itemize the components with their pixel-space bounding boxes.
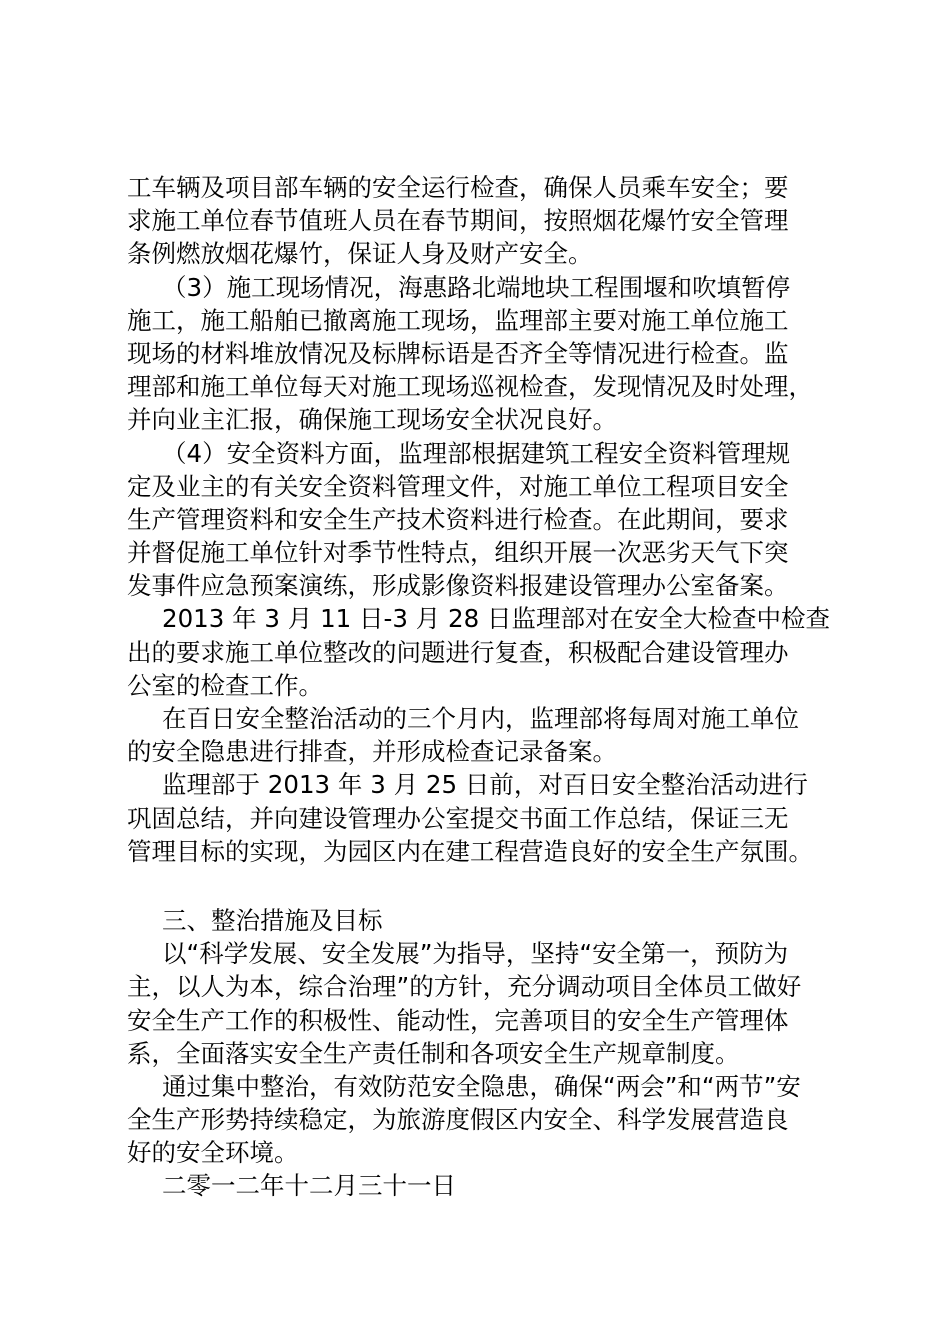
body-line: 安全生产工作的积极性、能动性，完善项目的安全生产管理体 xyxy=(127,1005,789,1035)
document-body xyxy=(127,171,839,1203)
body-line: 条例燃放烟花爆竹，保证人身及财产安全。 xyxy=(127,239,593,269)
body-line: 理部和施工单位每天对施工现场巡视检查，发现情况及时处理， xyxy=(127,372,813,402)
body-line: 现场的材料堆放情况及标牌标语是否齐全等情况进行检查。监 xyxy=(127,338,789,368)
blank-line xyxy=(127,868,839,904)
body-line: 定及业主的有关安全资料管理文件，对施工单位工程项目安全 xyxy=(127,471,789,501)
paragraph-start-line: 监理部于 2013 年 3 月 25 日前，对百日安全整治活动进行 xyxy=(162,770,808,800)
body-line: 主，以人为本，综合治理”的方针，充分调动项目全体员工做好 xyxy=(127,972,802,1002)
body-line: 系，全面落实安全生产责任制和各项安全生产规章制度。 xyxy=(127,1038,740,1068)
body-line: 的安全隐患进行排查，并形成检查记录备案。 xyxy=(127,737,617,767)
body-line: 并督促施工单位针对季节性特点，组织开展一次恶劣天气下突 xyxy=(127,538,789,568)
body-line: 巩固总结，并向建设管理办公室提交书面工作总结，保证三无 xyxy=(127,803,789,833)
paragraph-start-line: 2013 年 3 月 11 日-3 月 28 日监理部对在安全大检查中检查 xyxy=(162,604,831,634)
paragraph-start-line: 通过集中整治，有效防范安全隐患，确保“两会”和“两节”安 xyxy=(162,1071,801,1101)
body-line: 发事件应急预案演练，形成影像资料报建设管理办公室备案。 xyxy=(127,571,789,601)
body-line: 好的安全环境。 xyxy=(127,1138,299,1168)
paragraph-start-line: 以“科学发展、安全发展”为指导，坚持“安全第一，预防为 xyxy=(162,939,789,969)
paragraph-start-line: （3）施工现场情况，海惠路北端地块工程围堰和吹填暂停 xyxy=(162,272,791,302)
body-line: 求施工单位春节值班人员在春节期间，按照烟花爆竹安全管理 xyxy=(127,206,789,236)
section-heading: 三、整治措施及目标 xyxy=(162,905,383,935)
body-line: 施工，施工船舶已撤离施工现场，监理部主要对施工单位施工 xyxy=(127,305,789,335)
body-line: 公室的检查工作。 xyxy=(127,670,323,700)
body-line: 并向业主汇报，确保施工现场安全状况良好。 xyxy=(127,405,617,435)
body-line: 管理目标的实现，为园区内在建工程营造良好的安全生产氛围。 xyxy=(127,836,813,866)
body-line: 生产管理资料和安全生产技术资料进行检查。在此期间，要求 xyxy=(127,504,789,534)
paragraph-start-line: 在百日安全整治活动的三个月内，监理部将每周对施工单位 xyxy=(162,704,799,733)
body-line: 全生产形势持续稳定，为旅游度假区内安全、科学发展营造良 xyxy=(127,1105,789,1135)
body-line: 出的要求施工单位整改的问题进行复查，积极配合建设管理办 xyxy=(127,637,789,667)
paragraph-start-line: （4）安全资料方面，监理部根据建筑工程安全资料管理规 xyxy=(162,438,791,468)
document-date: 二零一二年十二月三十一日 xyxy=(162,1171,456,1201)
body-line: 工车辆及项目部车辆的安全运行检查，确保人员乘车安全；要 xyxy=(127,173,789,202)
